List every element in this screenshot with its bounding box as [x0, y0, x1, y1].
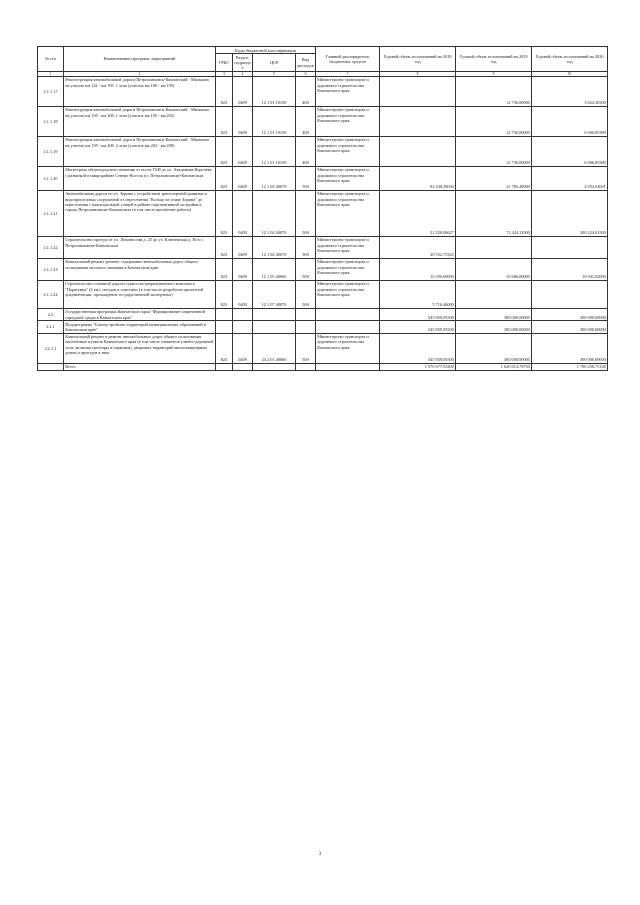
row-number: 2.1.1.17 [38, 76, 64, 106]
header-grbs: ГРБС [216, 54, 233, 72]
row-2018 [380, 76, 456, 106]
row-2019: 300 000,00000 [456, 333, 532, 363]
row-2018: 10 290,00000 [380, 258, 456, 280]
row-number: 2.1.1.22 [38, 236, 64, 258]
header-csr: ЦСР [253, 54, 296, 72]
column-number: 4 [233, 71, 253, 76]
row-2019: 72 424,11000 [456, 190, 532, 236]
row-2018 [380, 106, 456, 136]
row-grbs: 823 [216, 166, 233, 190]
row-2020: 4 952,02001 [532, 166, 608, 190]
row-manager: Министерство транспорта и дорожного строительства Камчатского края [316, 166, 380, 190]
column-number: 10 [532, 71, 608, 76]
row-number: 2.1.1.24 [38, 280, 64, 308]
row-manager: Министерство транспорта и дорожного строительства Камчатского края [316, 236, 380, 258]
row-grbs: 823 [216, 236, 233, 258]
header-manager: Главный распорядитель бюджетных средств [316, 47, 380, 72]
row-manager: Министерство транспорта и дорожного строительства Камчатского края [316, 190, 380, 236]
row-2019: 12 756,00000 [456, 106, 532, 136]
row-vr: 500 [296, 166, 316, 190]
row-2020: 3 624,30300 [532, 76, 608, 106]
table-body [38, 76, 608, 363]
total-2019: 1 620 614,78750 [456, 363, 532, 370]
row-section: 0409 [233, 236, 253, 258]
budget-sheet [37, 46, 607, 371]
row-section: 0409 [233, 258, 253, 280]
page-number: 3 [318, 852, 322, 857]
row-2018: 21 220,06627 [380, 190, 456, 236]
total-row [38, 363, 608, 370]
row-2020: 300 000,00000 [532, 333, 608, 363]
budget-table [37, 46, 608, 371]
row-2019 [456, 280, 532, 308]
table-row [38, 236, 608, 258]
row-manager [316, 308, 380, 320]
row-number: 2.1.1.20 [38, 166, 64, 190]
header-num: № п/п [38, 47, 64, 72]
row-name: Реконструкция автомобильной дороги Петропавловск-Камчатский - Мильково на участке км 141 - км 195. 1 этап (участок км 180 - км 195) [64, 76, 216, 106]
row-2020: 300 000,00000 [532, 308, 608, 320]
row-vr: 500 [296, 258, 316, 280]
row-csr: 12 1 05 40060 [253, 258, 296, 280]
row-2019 [456, 236, 532, 258]
row-section [233, 308, 253, 320]
row-2020 [532, 280, 608, 308]
row-grbs: 823 [216, 106, 233, 136]
table-row [38, 190, 608, 236]
table-row [38, 106, 608, 136]
row-vr: 400 [296, 136, 316, 166]
row-vr [296, 308, 316, 320]
table-row [38, 166, 608, 190]
row-manager: Министерство транспорта и дорожного строительства Камчатского края [316, 106, 380, 136]
row-csr: 12 1 01 10150 [253, 136, 296, 166]
row-vr: 500 [296, 333, 316, 363]
table-row [38, 308, 608, 320]
row-csr: 12 1 04 40070 [253, 166, 296, 190]
row-section: 0409 [233, 106, 253, 136]
row-csr: 12 1 01 10150 [253, 106, 296, 136]
column-number: 1 [38, 71, 64, 76]
row-number: 2.2.1 [38, 321, 64, 333]
row-manager: Министерство транспорта и дорожного строительства Камчатского края [316, 76, 380, 106]
column-number: 3 [216, 71, 233, 76]
row-name: Магистраль общегородского значения от поста ГАИ до ул. Академика Королёва с развязкой в микрорайоне Северо-Восток в г. Петропавловске-Камчатском [64, 166, 216, 190]
row-name: Государственная программа Камчатского края "Формирование современной городской среды в Камчатском крае" [64, 308, 216, 320]
row-2019: 21 785,49000 [456, 166, 532, 190]
row-csr [253, 321, 296, 333]
row-vr: 500 [296, 236, 316, 258]
total-2018: 1 570 677,53200 [380, 363, 456, 370]
row-csr [253, 308, 296, 320]
table-row [38, 136, 608, 166]
row-2020: 6 006,85380 [532, 136, 608, 166]
row-manager: Министерство транспорта и дорожного строительства Камчатского края [316, 258, 380, 280]
row-section: 0409 [233, 280, 253, 308]
row-2018: 82 430,29030 [380, 166, 456, 190]
row-grbs: 823 [216, 136, 233, 166]
row-name: Реконструкция автомобильной дороги Петропавловск-Камчатский - Мильково на участке км 195 - км 208. 1 этап (участок км 195 - км 202) [64, 106, 216, 136]
total-2020: 1 706 250,75140 [532, 363, 608, 370]
row-number: 2.1.1.19 [38, 136, 64, 166]
table-row [38, 280, 608, 308]
row-csr: 12 1 04 40070 [253, 236, 296, 258]
row-number: 2.2.1.1 [38, 333, 64, 363]
header-name: Наименование программ, мероприятий [64, 47, 216, 72]
row-section: 0409 [233, 190, 253, 236]
row-2020: 10 941,02000 [532, 258, 608, 280]
row-name: Капитальный ремонт, ремонт, содержание автомобильных дорог общего пользования местного значения в Камчатском крае [64, 258, 216, 280]
row-name: Строительство проезда от ул. Ломоносова д. 25 до ул. Ключевская д. 36 в г. Петропавловске-Камчатском [64, 236, 216, 258]
row-grbs: 823 [216, 258, 233, 280]
column-number: 9 [456, 71, 532, 76]
row-csr: 12 1 01 10150 [253, 76, 296, 106]
row-section: 0409 [233, 166, 253, 190]
row-vr: 500 [296, 280, 316, 308]
header-vr: Вид расходов [296, 54, 316, 72]
header-codes: Коды бюджетной классификации [216, 47, 316, 54]
row-manager: Министерство транспорта и дорожного строительства Камчатского края [316, 136, 380, 166]
row-name: Строительство основной дороги туристско-рекреационного комплекса "Паратунка" (2 км), съездов и очистных (в том числе разработка проектной документации, прохождение государственной экспертизы) [64, 280, 216, 308]
row-2019: 12 756,00000 [456, 136, 532, 166]
row-manager [316, 321, 380, 333]
row-grbs [216, 308, 233, 320]
header-2019: Годовой объем ассигнований на 2019 год [456, 47, 532, 72]
row-csr: 12 1 07 40070 [253, 280, 296, 308]
row-vr: 400 [296, 106, 316, 136]
row-csr: 24 2 01 40060 [253, 333, 296, 363]
row-2018: 545 859,05500 [380, 308, 456, 320]
table-row [38, 333, 608, 363]
row-name: Капитальный ремонт и ремонт автомобильных дорог общего пользования населенных пунктов Камчатского края (в том числе элементов улично-дорожной сети, включая тротуары и парковки), дворовых территорий многоквартирных домов и проездов к ним [64, 333, 216, 363]
row-name: Автомобильная дорога по ул. Зорина с устройством транспортной развязки и водопропускных сооружений от пересечения "Кольцо на улице Зорина" до пересечения с магистральной улицей в районе перспективной застройки в городе Петропавловске-Камчатском (в том числе проектные работы) [64, 190, 216, 236]
row-grbs: 823 [216, 333, 233, 363]
row-name: Реконструкция автомобильной дороги Петропавловск-Камчатский - Мильково на участке км 195 - км 208. 2 этап (участок км 202 - км 208) [64, 136, 216, 166]
row-2020: 200 224,01500 [532, 190, 608, 236]
header-2018: Годовой объем ассигнований на 2018 год [380, 47, 456, 72]
row-section: 0409 [233, 333, 253, 363]
row-section: 0409 [233, 76, 253, 106]
header-row [38, 47, 608, 54]
column-number: 5 [253, 71, 296, 76]
column-number: 8 [380, 71, 456, 76]
row-vr: 500 [296, 190, 316, 236]
row-grbs: 823 [216, 280, 233, 308]
row-grbs: 823 [216, 190, 233, 236]
row-number: 2.1.1.21 [38, 190, 64, 236]
row-2018 [380, 136, 456, 166]
row-manager: Министерство транспорта и дорожного строительства Камчатского края [316, 333, 380, 363]
row-2018: 20 552,75322 [380, 236, 456, 258]
row-number: 2.1.1.18 [38, 106, 64, 136]
column-number: 2 [64, 71, 216, 76]
row-vr: 400 [296, 76, 316, 106]
row-number: 2.2 [38, 308, 64, 320]
header-2020: Годовой объем ассигнований на 2020 год [532, 47, 608, 72]
table-row [38, 321, 608, 333]
row-section [233, 321, 253, 333]
column-number: 6 [296, 71, 316, 76]
header-section: Раздел, подраздел [234, 54, 251, 71]
row-2020: 6 006,85380 [532, 106, 608, 136]
row-vr [296, 321, 316, 333]
column-number: 7 [316, 71, 380, 76]
table-row [38, 258, 608, 280]
row-grbs [216, 321, 233, 333]
total-num [38, 363, 64, 370]
row-section: 0409 [233, 136, 253, 166]
row-2019: 300 000,00000 [456, 308, 532, 320]
row-2019: 10 686,00000 [456, 258, 532, 280]
row-csr: 12 1 04 40070 [253, 190, 296, 236]
row-2019: 12 756,00000 [456, 76, 532, 106]
row-name: Подпрограмма "Благоустройство территорий муниципальных образований в Камчатском крае" [64, 321, 216, 333]
row-2019: 300 000,00000 [456, 321, 532, 333]
row-grbs: 823 [216, 76, 233, 106]
row-2020 [532, 236, 608, 258]
row-2020: 300 000,00000 [532, 321, 608, 333]
row-2018: 545 859,05500 [380, 333, 456, 363]
row-manager: Министерство транспорта и дорожного строительства Камчатского края [316, 280, 380, 308]
row-2018: 5 716,46000 [380, 280, 456, 308]
row-number: 2.1.1.23 [38, 258, 64, 280]
row-2018: 545 859,05500 [380, 321, 456, 333]
table-row [38, 76, 608, 106]
total-label: Всего [64, 363, 216, 370]
